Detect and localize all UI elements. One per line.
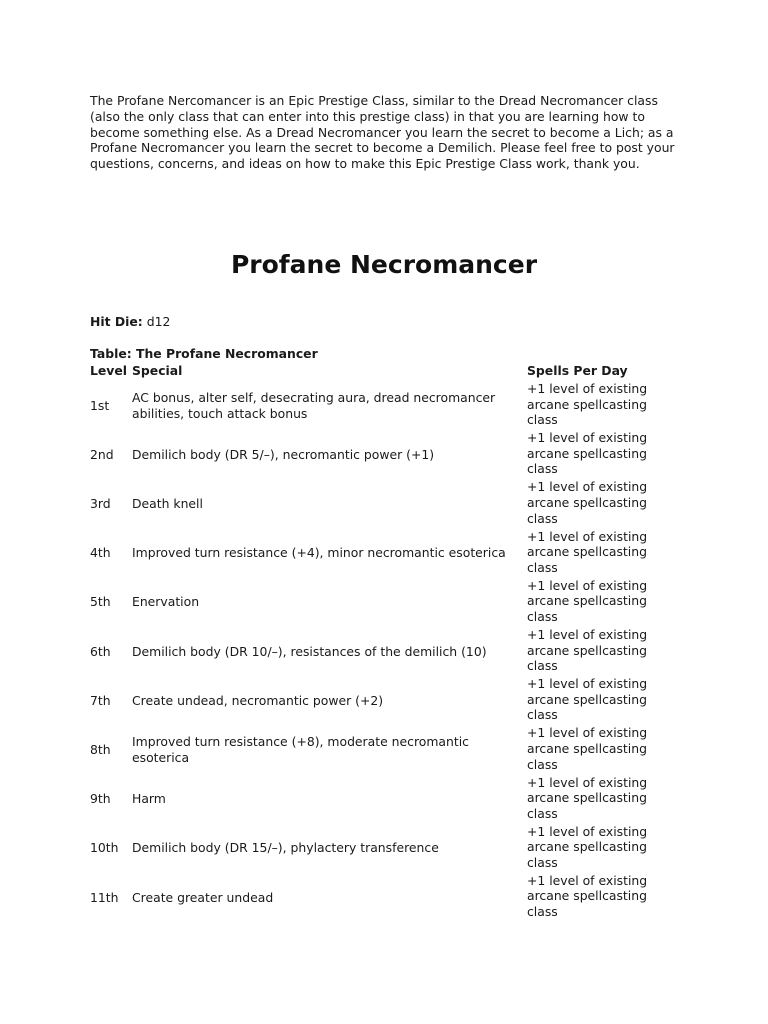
spells-per-day-cell <box>527 479 667 526</box>
spells-per-day-line: class <box>527 658 558 674</box>
spells-per-day-line: class <box>527 904 558 920</box>
special-cell: Death knell <box>132 496 203 512</box>
spells-per-day-line: class <box>527 854 558 870</box>
spells-per-day-line: +1 level of existing <box>527 774 648 790</box>
column-header-level: Level <box>90 363 128 378</box>
special-cell: Demilich body (DR 15/–), phylactery transference <box>132 840 439 856</box>
spells-per-day-line: class <box>527 805 558 821</box>
spells-per-day-line: +1 level of existing <box>527 676 648 692</box>
special-cell: Create undead, necromantic power (+2) <box>132 692 384 708</box>
hit-die-line <box>90 314 170 329</box>
table-row <box>90 578 690 627</box>
spells-per-day-line: class <box>527 559 558 575</box>
spells-per-day-line: arcane spellcasting <box>527 888 647 904</box>
spells-per-day-line: +1 level of existing <box>527 872 648 888</box>
column-header-spells: Spells Per Day <box>527 363 628 378</box>
table-row <box>90 529 690 578</box>
spells-per-day-cell <box>527 873 667 920</box>
level-cell: 3rd <box>90 496 111 512</box>
spells-per-day-line: arcane spellcasting <box>527 544 647 560</box>
spells-per-day-line: arcane spellcasting <box>527 740 647 756</box>
column-header-special: Special <box>132 363 183 378</box>
level-cell: 11th <box>90 889 119 905</box>
table-row <box>90 873 690 922</box>
spells-per-day-line: +1 level of existing <box>527 823 648 839</box>
class-table-body <box>90 381 690 922</box>
special-cell: Demilich body (DR 5/–), necromantic power (+1) <box>132 446 435 462</box>
spells-per-day-line: class <box>527 707 558 723</box>
spells-per-day-cell <box>527 529 667 576</box>
spells-per-day-cell <box>527 430 667 477</box>
hit-die-value: d12 <box>146 314 171 329</box>
spells-per-day-cell <box>527 824 667 871</box>
spells-per-day-line: arcane spellcasting <box>527 396 647 412</box>
level-cell: 4th <box>90 545 111 561</box>
table-row <box>90 676 690 725</box>
special-cell: Create greater undead <box>132 889 274 905</box>
spells-per-day-line: class <box>527 412 558 428</box>
page-title: Profane Necromancer <box>230 250 538 279</box>
level-cell: 6th <box>90 643 111 659</box>
spells-per-day-line: arcane spellcasting <box>527 691 647 707</box>
table-row <box>90 627 690 676</box>
level-cell: 2nd <box>90 446 114 462</box>
special-cell: Enervation <box>132 594 200 610</box>
table-row <box>90 381 690 430</box>
spells-per-day-line: arcane spellcasting <box>527 642 647 658</box>
hit-die-label: Hit Die: <box>90 314 143 329</box>
spells-per-day-line: arcane spellcasting <box>527 593 647 609</box>
spells-per-day-cell <box>527 627 667 674</box>
level-cell: 9th <box>90 791 111 807</box>
special-cell: AC bonus, alter self, desecrating aura, dread necromancer abilities, touch attack bonus <box>132 389 496 421</box>
spells-per-day-line: +1 level of existing <box>527 725 648 741</box>
table-row <box>90 775 690 824</box>
table-row <box>90 430 690 479</box>
spells-per-day-cell <box>527 381 667 428</box>
special-cell: Demilich body (DR 10/–), resistances of the demilich (10) <box>132 643 487 659</box>
level-cell: 10th <box>90 840 119 856</box>
spells-per-day-line: class <box>527 461 558 477</box>
spells-per-day-line: +1 level of existing <box>527 528 648 544</box>
special-cell: Improved turn resistance (+4), minor necromantic esoterica <box>132 545 506 561</box>
spells-per-day-cell <box>527 725 667 772</box>
spells-per-day-line: class <box>527 608 558 624</box>
level-cell: 7th <box>90 692 111 708</box>
spells-per-day-line: arcane spellcasting <box>527 494 647 510</box>
spells-per-day-line: class <box>527 510 558 526</box>
spells-per-day-cell <box>527 578 667 625</box>
special-cell: Improved turn resistance (+8), moderate necromantic esoterica <box>132 734 469 765</box>
level-cell: 1st <box>90 397 110 413</box>
intro-paragraph: The Profane Nercomancer is an Epic Prestige Class, similar to the Dread Necromancer class (also the only class that can enter into this prestige class) in that you are learning how to become something else. As a Dread Necromancer you learn the secret to become a Lich; as a Profane Necromancer you learn the secret to become a Demilich. Please feel free to post your questions, concerns, and ideas on how to make this Epic Prestige Class work, thank you. <box>90 93 675 172</box>
spells-per-day-line: arcane spellcasting <box>527 445 647 461</box>
spells-per-day-line: +1 level of existing <box>527 577 648 593</box>
spells-per-day-line: arcane spellcasting <box>527 839 647 855</box>
level-cell: 8th <box>90 742 111 758</box>
spells-per-day-cell <box>527 775 667 822</box>
level-cell: 5th <box>90 594 111 610</box>
table-row <box>90 725 690 774</box>
spells-per-day-line: +1 level of existing <box>527 626 648 642</box>
spells-per-day-line: +1 level of existing <box>527 381 648 396</box>
spells-per-day-cell <box>527 676 667 723</box>
spells-per-day-line: class <box>527 756 558 772</box>
table-row <box>90 479 690 528</box>
spells-per-day-line: arcane spellcasting <box>527 790 647 806</box>
table-row <box>90 824 690 873</box>
spells-per-day-line: +1 level of existing <box>527 479 648 495</box>
spells-per-day-line: +1 level of existing <box>527 430 648 446</box>
special-cell: Harm <box>132 791 166 807</box>
table-caption: Table: The Profane Necromancer <box>90 346 318 361</box>
